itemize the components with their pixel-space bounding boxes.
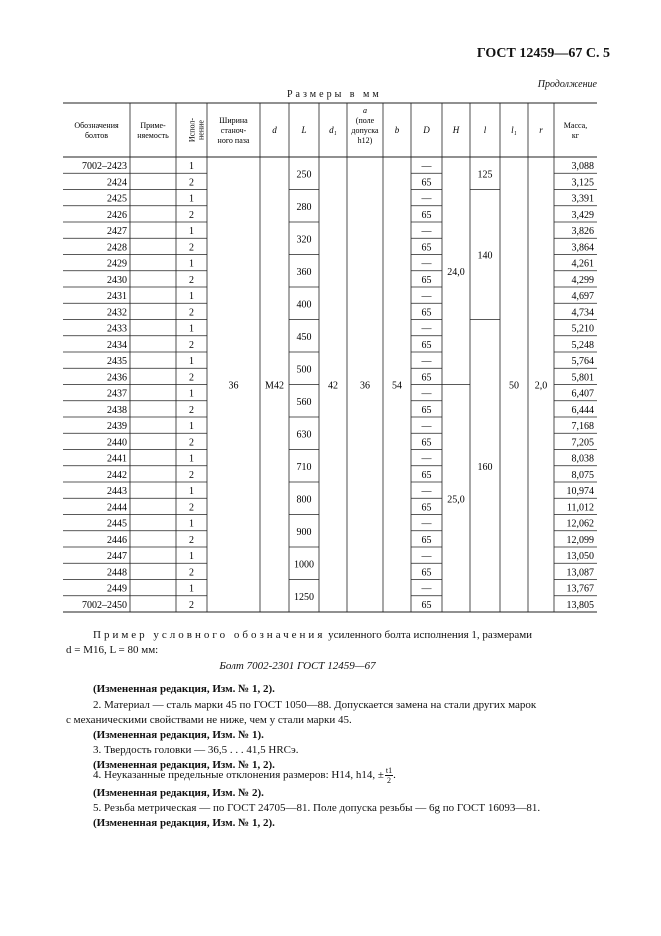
cell-designation: 2427 [107,226,127,237]
cell-version: 2 [189,534,194,546]
cell-mass: 5,764 [571,356,594,367]
col-header-H: H [452,125,460,135]
cell-designation: 2433 [107,323,127,335]
cell-designation: 2443 [107,486,127,497]
cell-designation: 2435 [107,356,127,367]
cell-D: 65 [421,307,432,319]
note-3: 3. Твердость головки — 36,5 . . . 41,5 HRCэ. [93,744,299,756]
cell-designation: 2438 [107,404,127,416]
cell-designation: 2432 [107,307,127,319]
cell-version: 1 [189,161,194,172]
cell-version: 2 [189,437,194,449]
example-formula: Болт 7002-2301 ГОСТ 12459—67 [219,660,376,672]
revision-note: (Измененная редакция, Изм. № 1, 2). [93,817,275,829]
cell-b: 54 [392,380,402,392]
cell-mass: 12,099 [566,534,594,546]
cell-D: 65 [421,502,432,514]
cell-L: 800 [296,494,312,506]
note-5: 5. Резьба метрическая — по ГОСТ 24705—81. Поле допуска резьбы — 6g по ГОСТ 16093—81. [93,802,541,814]
cell-mass: 13,805 [566,599,594,611]
cell-version: 2 [189,274,194,286]
fraction-numerator: t1 [385,766,393,775]
example-line [93,629,532,641]
cell-d: M42 [265,380,284,392]
revision-note: (Измененная редакция, Изм. № 1, 2). [93,759,275,771]
cell-mass: 3,826 [571,226,594,237]
cell-version: 1 [189,551,194,562]
cell-version: 1 [189,453,194,465]
cell-D: — [421,291,432,302]
cell-mass: 11,012 [566,502,594,514]
fraction-denominator: 2 [387,776,392,785]
cell-D: — [421,388,432,400]
example-intro: Пример условного обозначения [93,629,326,641]
cell-D: — [421,421,432,432]
cell-mass: 4,697 [571,291,594,302]
cell-designation: 2440 [107,437,127,449]
cell-designation: 2425 [107,193,127,205]
col-header-l1: l₁ [511,125,517,135]
cell-L: 250 [296,169,312,181]
cell-mass: 12,062 [566,518,594,530]
cell-designation: 2424 [107,177,127,189]
cell-version: 1 [189,226,194,237]
continuation-label: Продолжение [537,79,597,90]
cell-L: 280 [296,201,312,213]
col-header-a: a [363,106,367,115]
cell-H: 25,0 [447,494,465,506]
col-header-a-tolerance: h12) [357,136,373,145]
cell-mass: 13,767 [566,583,594,595]
cell-designation: 2429 [107,258,127,270]
cell-a: 36 [360,380,370,392]
cell-designation: 2447 [107,551,127,562]
cell-mass: 4,734 [571,307,594,319]
cell-version: 2 [189,209,194,221]
cell-mass: 5,801 [571,372,594,384]
cell-mass: 8,075 [571,469,594,481]
cell-L: 400 [296,299,312,311]
cell-designation: 2449 [107,583,127,595]
cell-mass: 10,974 [566,486,594,497]
cell-mass: 4,261 [571,258,594,270]
cell-version: 1 [189,258,194,270]
cell-designation: 7002–2423 [82,161,127,172]
cell-D: 65 [421,469,432,481]
cell-l: 160 [477,461,493,473]
revision-note: (Измененная редакция, Изм. № 2). [93,787,264,799]
col-header-mass: кг [571,131,580,140]
cell-L: 560 [296,396,312,408]
cell-D: — [421,193,432,205]
cell-r: 2,0 [534,380,548,392]
cell-designation: 2434 [107,339,127,351]
cell-designation: 2444 [107,502,127,514]
col-header-slot-width: Ширина [219,116,248,125]
cell-L: 450 [296,331,312,343]
note-4-text: 4. Неуказанные предельные отклонения размеров: H14, h14, ± [93,769,384,782]
cell-D: 65 [421,534,432,546]
cell-L: 360 [296,266,312,278]
cell-D: 65 [421,599,432,611]
cell-D: 65 [421,404,432,416]
cell-mass: 3,429 [571,209,594,221]
cell-version: 2 [189,339,194,351]
cell-designation: 2436 [107,372,127,384]
col-header-a-tolerance: допуска [351,126,379,135]
cell-mass: 13,087 [566,567,594,579]
col-header-d: d [272,125,277,135]
cell-D: — [421,226,432,237]
cell-designation: 2441 [107,453,127,465]
cell-D: — [421,486,432,497]
note-2-line-2: с механическими свойствами не ниже, чем у стали марки 45. [66,714,352,726]
cell-D: — [421,583,432,595]
cell-designation: 2428 [107,242,127,254]
col-header-designation: Обозначения [74,121,119,130]
cell-mass: 5,248 [571,339,594,351]
cell-version: 2 [189,469,194,481]
cell-l: 140 [477,250,493,262]
revision-note: (Измененная редакция, Изм. № 1). [93,729,264,741]
cell-version: 1 [189,518,194,530]
cell-L: 320 [296,234,312,246]
cell-designation: 2442 [107,469,127,481]
cell-L: 710 [296,461,312,473]
cell-D: — [421,518,432,530]
cell-d1: 42 [328,380,338,392]
cell-designation: 7002–2450 [82,599,127,611]
example-text: усиленного болта исполнения 1, размерами [328,629,533,641]
col-header-designation: болтов [84,131,109,140]
cell-mass: 3,088 [571,161,594,172]
cell-D: 65 [421,274,432,286]
cell-D: 65 [421,177,432,189]
cell-version: 2 [189,502,194,514]
cell-version: 1 [189,356,194,367]
col-header-r: r [539,125,543,135]
cell-mass: 3,864 [571,242,594,254]
cell-mass: 3,391 [571,193,594,205]
cell-mass: 13,050 [566,551,594,562]
col-header-version: нение [196,120,206,140]
cell-designation: 2445 [107,518,127,530]
cell-designation: 2446 [107,534,127,546]
cell-version: 1 [189,193,194,205]
col-header-version: Испол- [187,117,197,143]
cell-mass: 6,407 [571,388,594,400]
cell-version: 1 [189,583,194,595]
cell-version: 1 [189,388,194,400]
cell-designation: 2426 [107,209,127,221]
cell-version: 2 [189,372,194,384]
cell-mass: 3,125 [571,177,594,189]
example-line-2: d = М16, L = 80 мм: [66,644,159,656]
cell-mass: 7,205 [571,437,594,449]
col-header-applicability: няемость [137,131,169,140]
cell-D: 65 [421,567,432,579]
cell-mass: 6,444 [571,404,594,416]
cell-mass: 7,168 [571,421,594,432]
cell-L: 630 [296,429,312,441]
cell-D: — [421,453,432,465]
cell-version: 2 [189,307,194,319]
cell-l: 125 [477,169,493,181]
cell-designation: 2431 [107,291,127,302]
cell-version: 2 [189,567,194,579]
cell-L: 1000 [294,559,314,571]
cell-version: 1 [189,291,194,302]
col-header-a-tolerance: (поле [355,116,375,125]
col-header-d1: d₁ [329,125,337,135]
cell-l1: 50 [509,380,519,392]
cell-D: — [421,161,432,172]
cell-D: 65 [421,209,432,221]
cell-D: — [421,258,432,270]
cell-version: 1 [189,323,194,335]
cell-D: — [421,551,432,562]
cell-L: 900 [296,526,312,538]
cell-D: 65 [421,372,432,384]
col-header-applicability: Приме- [140,121,166,130]
col-header-D: D [423,125,430,135]
cell-L: 500 [296,364,312,376]
cell-D: 65 [421,242,432,254]
cell-designation: 2437 [107,388,127,400]
cell-L: 1250 [294,591,314,603]
cell-mass: 8,038 [571,453,594,465]
page-header: ГОСТ 12459—67 С. 5 [476,46,610,61]
cell-mass: 4,299 [571,274,594,286]
note-2-line-1: 2. Материал — сталь марки 45 по ГОСТ 1050—88. Допускается замена на стали других марок [93,699,537,711]
cell-D: — [421,323,432,335]
cell-D: 65 [421,437,432,449]
note-4: 4. Неуказанные предельные отклонения размеров: H14, h14, ± $\frac{t1}{2}$ . [93,766,396,785]
cell-designation: 2439 [107,421,127,432]
col-header-slot-width: ного паза [217,136,250,145]
cell-D: — [421,356,432,367]
cell-slot-width: 36 [228,380,239,392]
col-header-L: L [301,125,307,135]
col-header-mass: Масса, [563,121,588,130]
cell-version: 2 [189,242,194,254]
cell-version: 2 [189,599,194,611]
cell-designation: 2448 [107,567,127,579]
col-header-b: b [394,125,400,135]
col-header-slot-width: станоч- [220,126,247,135]
cell-designation: 2430 [107,274,127,286]
col-header-l: l [483,125,487,135]
dimensions-caption: Размеры в мм [287,89,382,100]
cell-version: 2 [189,404,194,416]
cell-version: 1 [189,421,194,432]
cell-D: 65 [421,339,432,351]
cell-version: 1 [189,486,194,497]
cell-H: 24,0 [447,266,465,278]
cell-mass: 5,210 [571,323,594,335]
revision-note: (Измененная редакция, Изм. № 1, 2). [93,683,275,695]
cell-version: 2 [189,177,194,189]
